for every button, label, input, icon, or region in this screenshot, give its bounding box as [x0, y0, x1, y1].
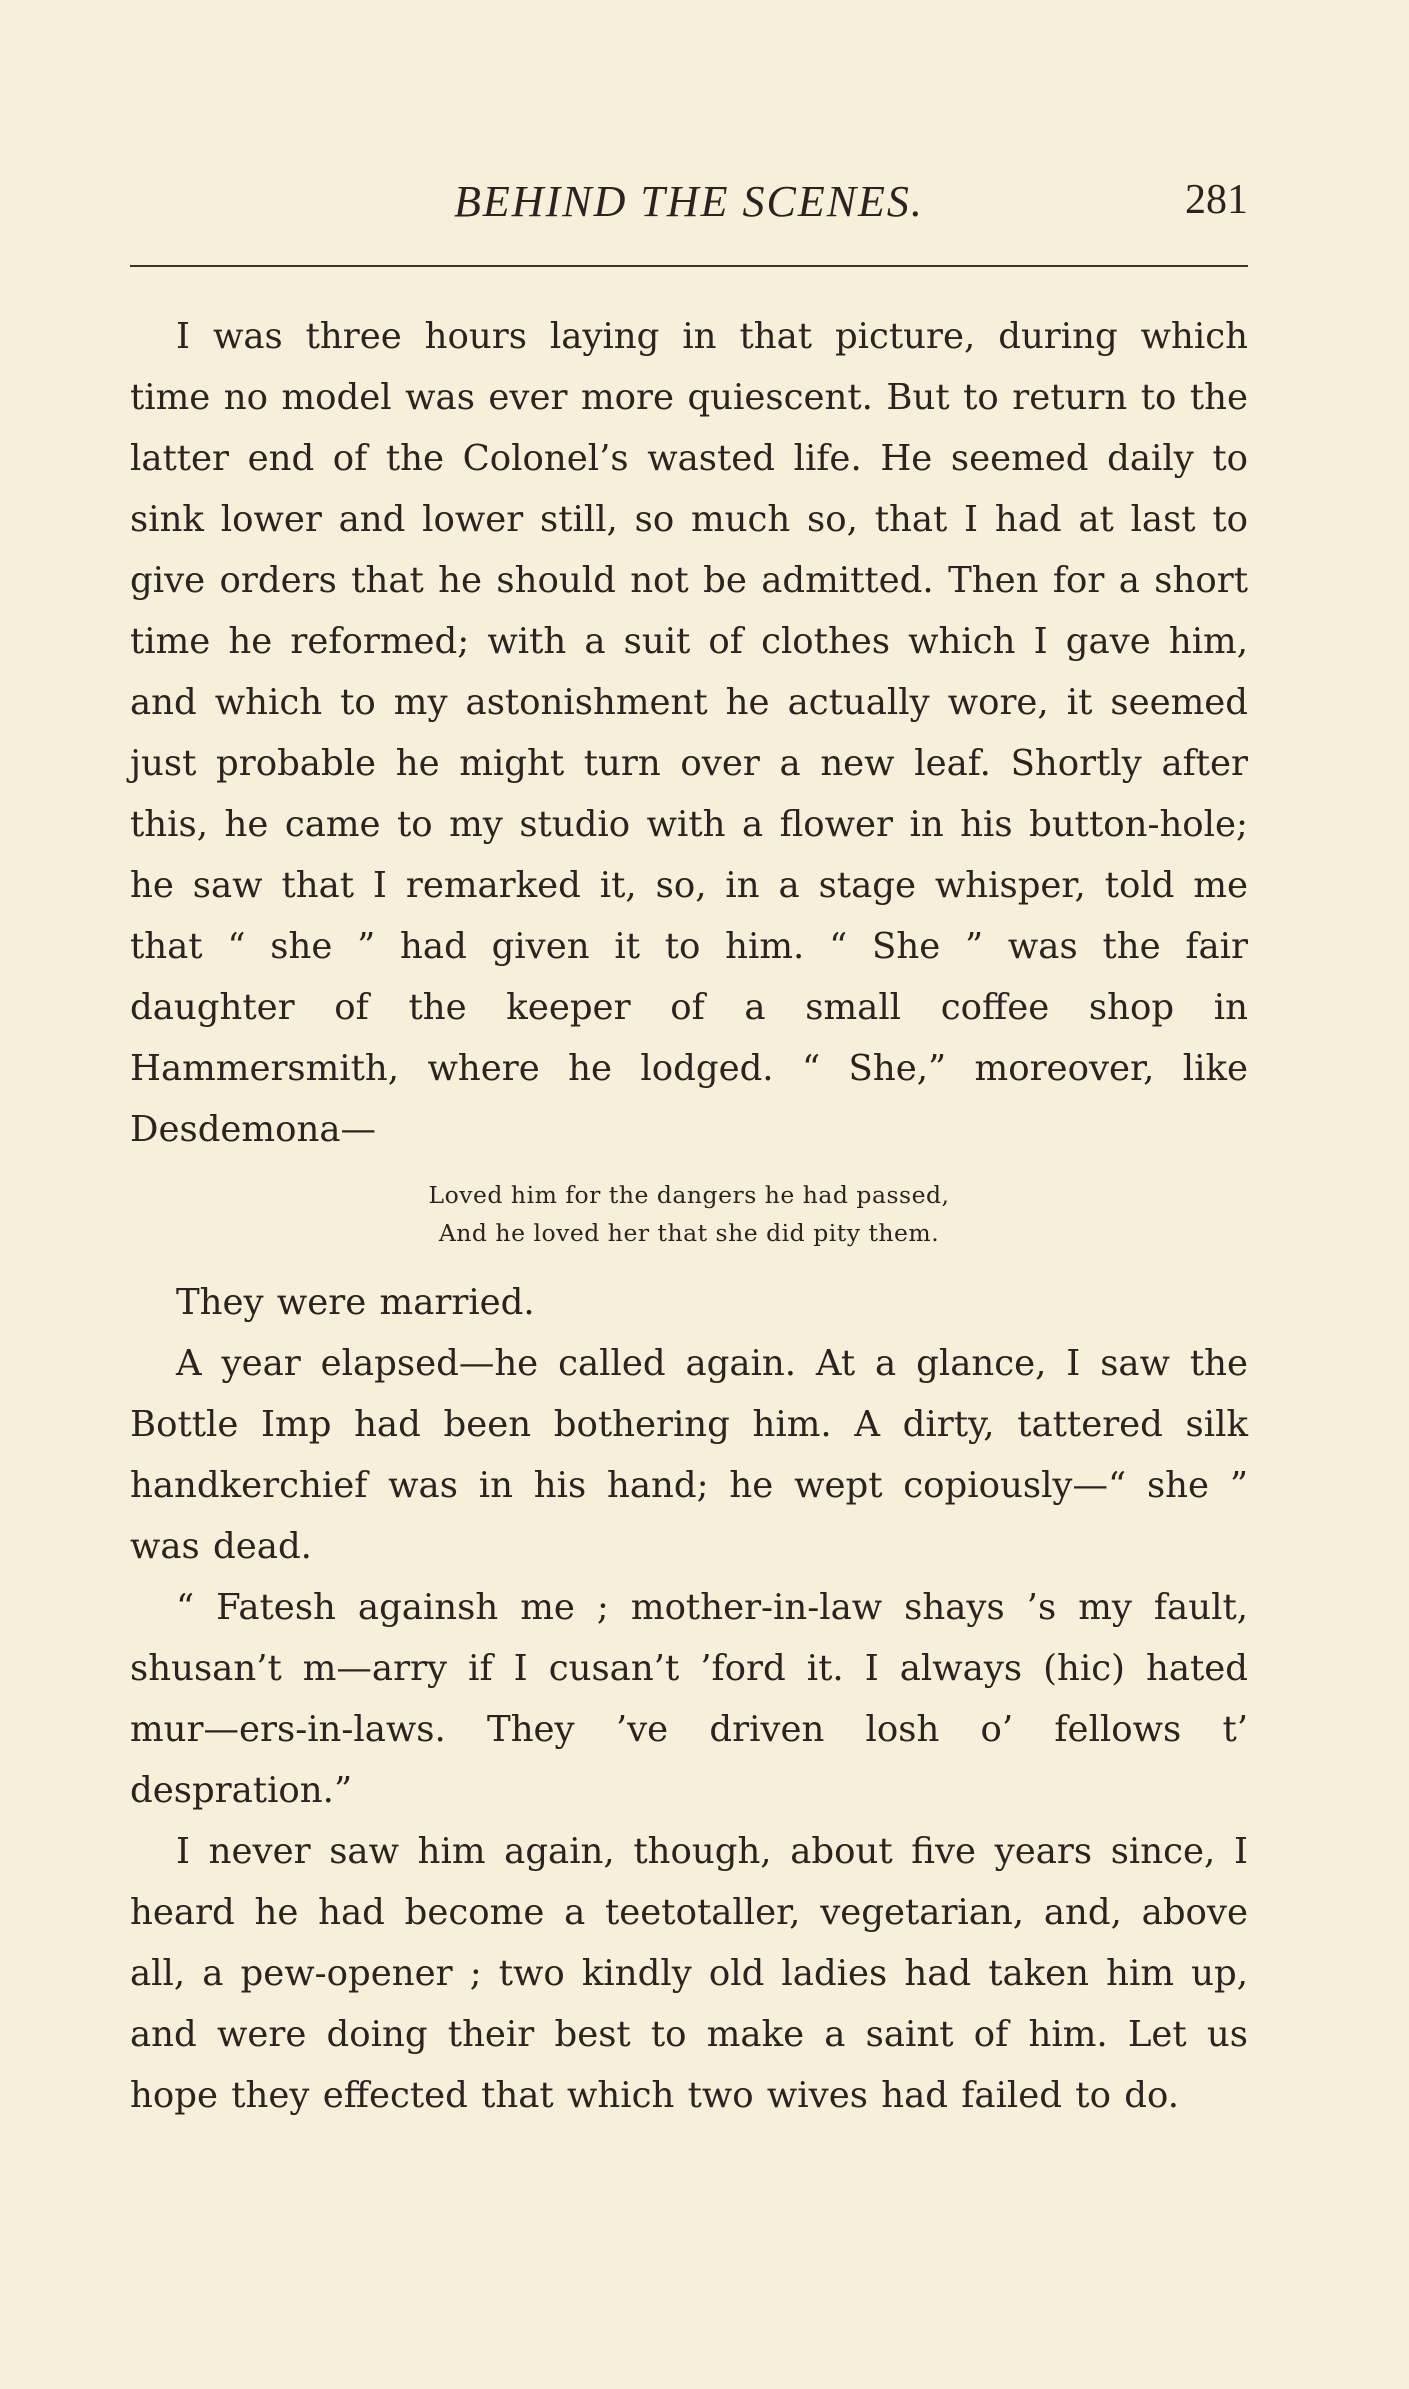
running-title: BEHIND THE SCENES.: [454, 177, 924, 226]
verse-line-1: Loved him for the dangers he had passed,: [428, 1181, 950, 1209]
body-text: [130, 306, 1248, 2126]
verse-quote: [130, 1176, 1248, 1252]
paragraph-1: I was three hours laying in that picture, during which time no model was ever more quiescent. But to return to the latter end of the Colonel’s wasted life. He seemed daily to sink lower and lower still, so much so, that I had at last to give orders that he should not be admitted. Then for a short time he reformed; with a suit of clothes which I gave him, and which to my astonishment he actually wore, it seemed just probable he might turn over a new leaf. Shortly after this, he came to my studio with a flower in his button-hole; he saw that I remarked it, so, in a stage whisper, told me that “ she ” had given it to him. “ She ” was the fair daughter of the keeper of a small coffee shop in Hammersmith, where he lodged. “ She,” moreover, like Desdemona—: [130, 316, 1248, 1150]
paragraph-5: I never saw him again, though, about five years since, I heard he had become a teetotaller, vegetarian, and, above all, a pew-opener ; two kindly old ladies had taken him up, and were doing their best to make a saint of him. Let us hope they effected that which two wives had failed to do.: [130, 1831, 1248, 2116]
paragraph-3: A year elapsed—he called again. At a glance, I saw the Bottle Imp had been bothering him. A dirty, tattered silk handkerchief was in his hand; he wept copiously—“ she ” was dead.: [130, 1343, 1248, 1567]
header-rule: [130, 265, 1248, 267]
verse-line-2: And he loved her that she did pity them.: [438, 1219, 940, 1247]
running-head: [130, 172, 1248, 232]
paragraph-2: They were married.: [176, 1282, 535, 1323]
page-number: 281: [1185, 177, 1248, 223]
paragraph-4: “ Fatesh againsh me ; mother-in-law shays ’s my fault, shusan’t m—arry if I cusan’t ’ford it. I always (hic) hated mur—ers-in-laws. They ’ve driven losh o’ fellows t’ despration.”: [130, 1587, 1248, 1811]
